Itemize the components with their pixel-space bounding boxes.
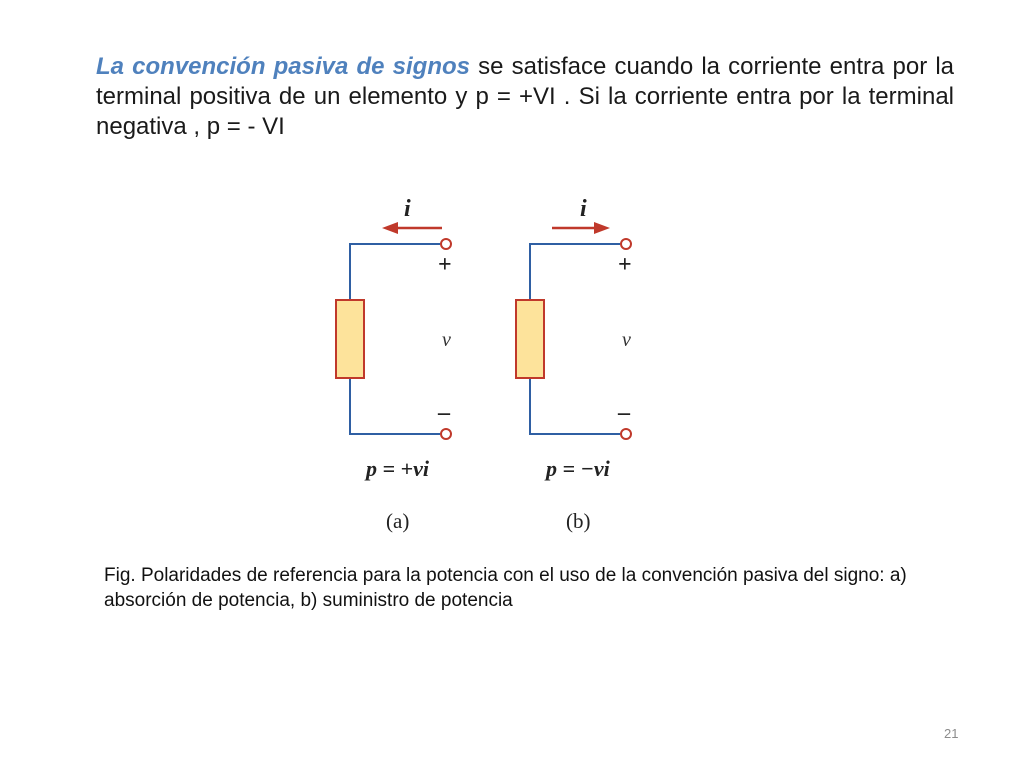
circuit-b-voltage-label: v: [622, 329, 631, 351]
figure-caption: Fig. Polaridades de referencia para la potencia con el uso de la convención pasiva del signo: a) absorción de potencia, b) suministro de potencia: [104, 565, 907, 611]
circuit-a-plus-sign: +: [438, 252, 452, 278]
circuit-a-negative-terminal: [441, 429, 451, 439]
circuit-a-power-formula: p = +vi: [366, 456, 429, 481]
circuit-a-current-arrow-icon: [382, 222, 442, 234]
circuit-b-minus-sign: –: [618, 400, 630, 426]
intro-rest-text: se satisface cuando la corriente entra por la terminal positiva de un elemento y p = +VI . Si la corriente entra por la terminal negativa , p = - VI: [96, 53, 954, 140]
circuit-b-current-arrow-icon: [552, 222, 610, 234]
circuit-figure: [330, 180, 670, 540]
circuit-a-element: [336, 300, 364, 378]
circuit-b-element: [516, 300, 544, 378]
circuit-a-positive-terminal: [441, 239, 451, 249]
circuit-a-current-label: i: [404, 196, 411, 222]
passive-convention-term: La convención pasiva de signos: [96, 53, 470, 80]
circuit-b-positive-terminal: [621, 239, 631, 249]
circuit-b-negative-terminal: [621, 429, 631, 439]
circuit-a-wire: [350, 244, 440, 300]
circuit-b-power-formula: p = −vi: [546, 456, 610, 481]
intro-paragraph: [96, 52, 954, 142]
circuit-a: [336, 196, 452, 533]
circuit-a-minus-sign: –: [438, 400, 450, 426]
circuit-b: [516, 196, 632, 533]
circuit-b-plus-sign: +: [618, 252, 632, 278]
circuit-b-current-label: i: [580, 196, 587, 222]
circuit-a-tag: (a): [386, 509, 410, 533]
circuit-b-tag: (b): [566, 509, 591, 533]
page-number: 21: [944, 726, 959, 741]
circuit-a-voltage-label: v: [442, 329, 451, 351]
